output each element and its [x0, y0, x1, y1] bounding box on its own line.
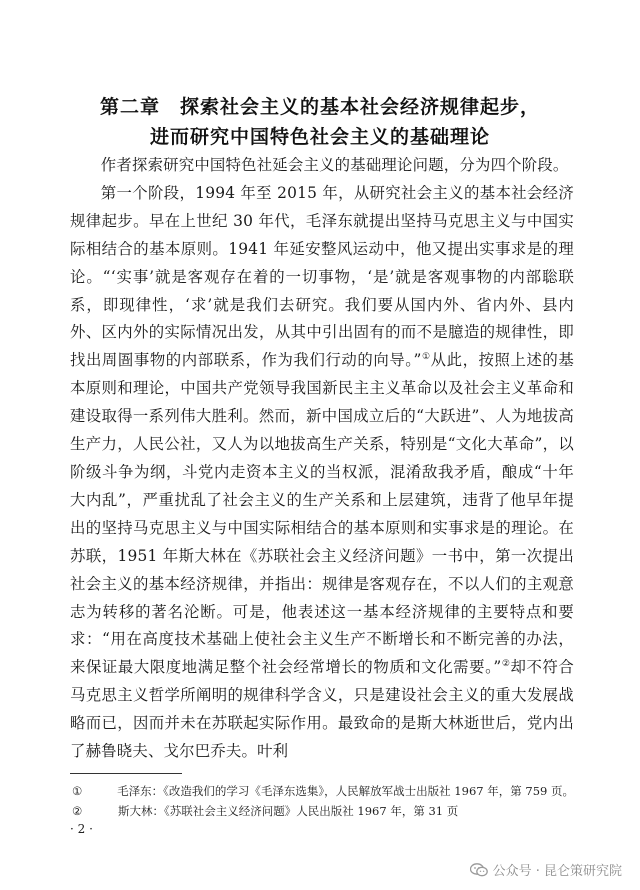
footnote-1-text: 毛泽东：《改造我们的学习《毛泽东选集》，人民解放军战士出版社 1967 年，第 759 页。	[117, 784, 574, 798]
page-number: · 2 ·	[70, 822, 93, 836]
paragraph-2-text-part-c: 却不符合马克思主义哲学所阐明的规律科学含义，只是建设社会主义的重大发展战略而已，因而并未在苏联起实际作用。最致命的是斯大林逝世后，党内出了赫鲁晓夫、戈尔巴乔夫。叶利	[70, 658, 574, 761]
watermark	[470, 860, 622, 879]
paragraph-1-text: 作者探索研究中国特色社延会主义的基础理论问题，分为四个阶段。	[100, 156, 569, 174]
footnote-divider	[70, 773, 182, 774]
footnote-2-text: 斯大林：《苏联社会主义经济问题》人民出版社 1967 年，第 31 页	[118, 804, 459, 818]
paragraph-2-text-part-b: 从此，按照上述的基本原则和理论，中国共产党领导我国新民主主义革命以及社会主义革命和建设取得一系列伟大胜利。然而，新中国成立后的“大跃进”、人为地拔高生产力，人民公社，又人为以地拔高生产关系，特别是“文化大革命”，以阶级斗争为纲，斗党内走资本主义的当权派，混淆敌我矛盾，酿成“十年大内乱”，严重扰乱了社会主义的生产关系和上层建筑，违背了他早年提出的坚持马克思主义与中国实际相结合的基本原则和实事求是的理论。在苏联，1951 年斯大林在《苏联社会主义经济问题》一书中，第一次提出社会主义的基本经济规律，并指出：规律是客观存在，不以人们的主观意志为转移的著名沦断。可是，他表述这一基本经济规律的主要特点和要求：“用在高度技术基础上使社会主义生产不断增长和不断完善的办法，来保证最大限度地满足整个社会经常增长的物质和文化需要。”	[70, 351, 574, 677]
footnotes	[70, 781, 574, 821]
paragraph-1	[70, 152, 574, 180]
footnote-1-number: ①	[72, 784, 83, 798]
footnote-2	[70, 801, 574, 821]
chapter-title-line-1: 第二章 探索社会主义的基本社会经济规律起步，	[99, 96, 540, 118]
footnote-ref-1: ①	[421, 352, 431, 363]
paragraph-2	[70, 180, 574, 766]
footnote-ref-2: ②	[501, 659, 511, 670]
paragraph-2-text-part-a: 第一个阶段，1994 年至 2015 年，从研究社会主义的基本社会经济规律起步。早在上世纪 30 年代，毛泽东就提出坚持马克思主义与中国实际相结合的基本原则。1941 年延安整风运动中，他又提出实事求是的理论。“‘实事’就是客观存在着的一切事物，‘是’就是客观事物的内部聡联系，即现律性，‘求’就是我们去研究。我们要从国内外、省内外、县内外、区内外的实际情况出发，从其中引出固有的而不是臆造的规律性，即找出周圄事物的内部联系，作为我们行动的向导。”	[70, 183, 574, 370]
wechat-icon	[470, 863, 488, 877]
footnote-1	[70, 781, 574, 801]
body-text	[70, 152, 574, 766]
footnote-2-number: ②	[72, 804, 83, 818]
chapter-title-line-2: 进而研究中国特色社会主义的基础理论	[149, 126, 490, 148]
watermark-text: 公众号 · 昆仑策研究院	[492, 864, 622, 879]
